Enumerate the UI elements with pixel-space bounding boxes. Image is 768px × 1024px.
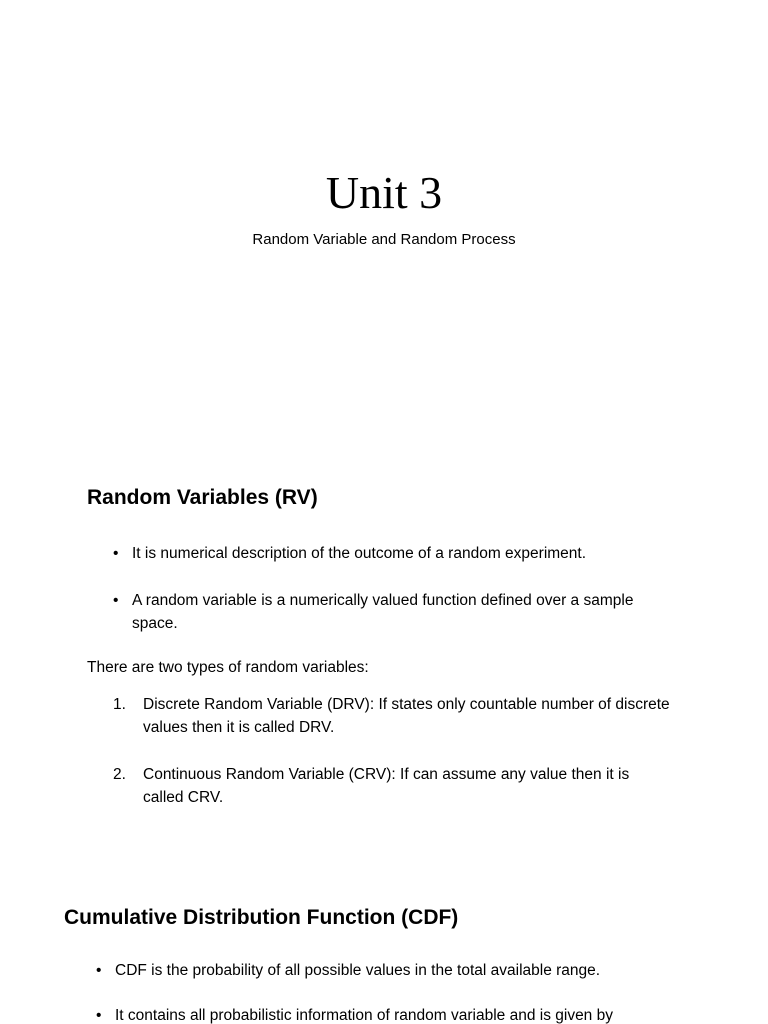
unit-title: Unit 3: [325, 167, 443, 218]
slide-heading: Cumulative Distribution Function (CDF): [64, 906, 459, 929]
item-number: 2.: [113, 766, 126, 783]
random-variables-slide: [0, 432, 768, 864]
bullet-text: It is numerical description of the outcome of a random experiment.: [132, 545, 587, 562]
bullet-list: [113, 542, 673, 635]
bullet-text: CDF is the probability of all possible values in the total available range.: [115, 962, 601, 979]
bullet-item: [96, 1004, 716, 1024]
numbered-item: [113, 763, 673, 809]
slide-heading: Random Variables (RV): [87, 486, 318, 509]
bullet-icon: •: [96, 1007, 102, 1024]
bullet-list: [96, 959, 716, 1024]
bullet-icon: •: [96, 962, 102, 979]
bullet-item: [96, 959, 716, 982]
numbered-list: [113, 693, 673, 809]
bullet-text: A random variable is a numerically valued function defined over a sample space.: [132, 592, 634, 632]
bullet-text: It contains all probabilistic information of random variable and is given by: [115, 1007, 613, 1024]
bullet-item: [113, 589, 673, 635]
cdf-slide: [0, 864, 768, 1024]
item-number: 1.: [113, 696, 126, 713]
item-text: Discrete Random Variable (DRV): If states only countable number of discrete values then it is called DRV.: [143, 696, 670, 736]
unit-subtitle: Random Variable and Random Process: [252, 231, 516, 248]
bullet-icon: •: [113, 592, 119, 609]
types-intro: There are two types of random variables:: [87, 659, 369, 676]
bullet-icon: •: [113, 545, 119, 562]
bullet-item: [113, 542, 673, 565]
title-slide: [0, 0, 768, 432]
item-text: Continuous Random Variable (CRV): If can assume any value then it is called CRV.: [143, 766, 630, 806]
numbered-item: [113, 693, 673, 739]
